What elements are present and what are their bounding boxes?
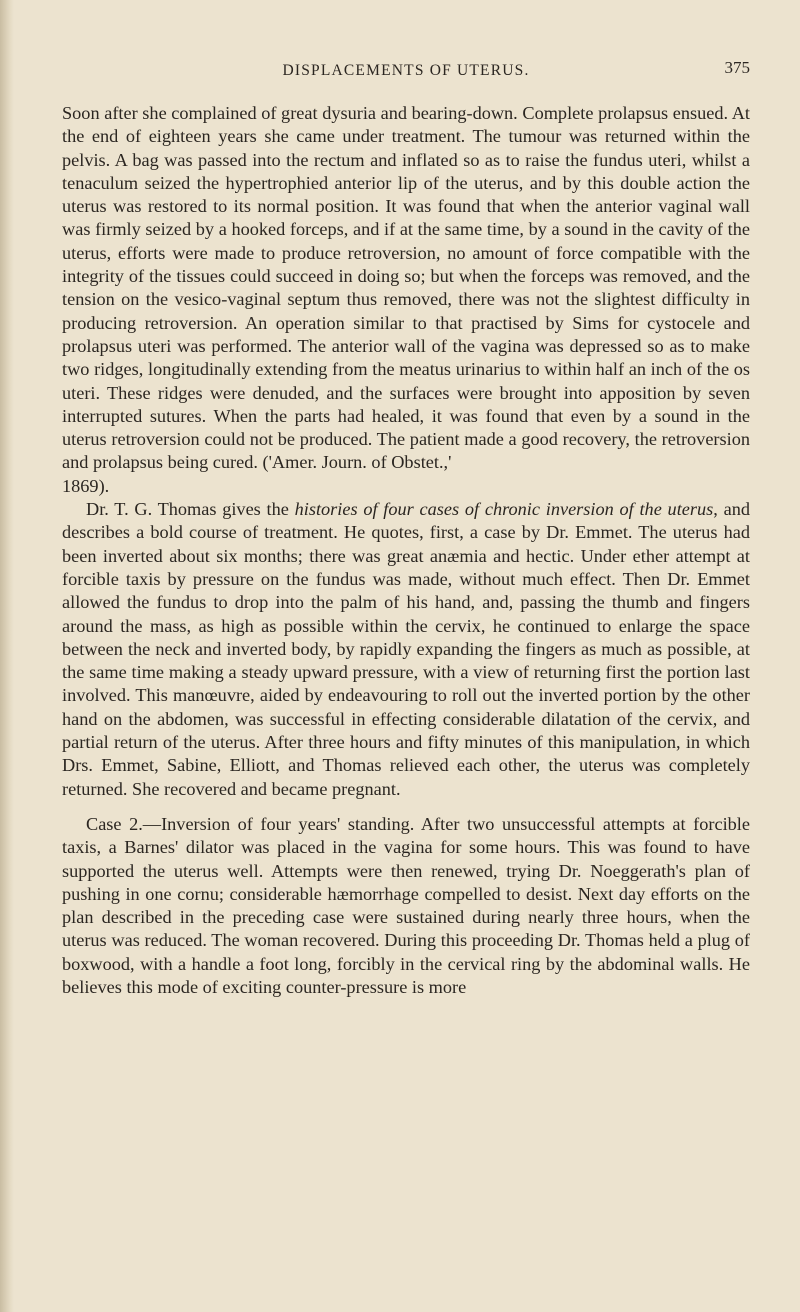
page-number: 375 [724,58,750,77]
running-head [62,58,750,102]
book-spine-shadow [0,0,14,1312]
paragraph-text-lead: Dr. T. G. Thomas gives the [86,499,295,520]
paragraph-thomas-inversion [62,498,750,801]
paragraph-prolapsus-case [62,102,750,498]
running-title: DISPLACEMENTS OF UTERUS. [282,62,530,79]
italic-title: histories of four cases of chronic inversion of the uterus [294,499,714,520]
paragraph-text-rest: , and describes a bold course of treatment. He quotes, first, a case by Dr. Emmet. The uterus had been inverted about six months; there was great anæmia and hectic. Under ether attempt at forcible taxis by pressure on the fundus was made, without much effect. Then Dr. Emmet allowed the fundus to drop into the palm of his hand, and, passing the thumb and fingers around the mass, as high as possible within the cervix, he continued to enlarge the space between the neck and inverted body, by rapidly expanding the fingers as much as possible, at the same time making a steady upward pressure, with a view of returning first the portion last involved. This manœuvre, aided by endeavouring to roll out the inverted portion by the other hand on the abdomen, was successful in effecting considerable dilatation of the cervix, and partial return of the uterus. After three hours and fifty minutes of this manipulation, in which Drs. Emmet, Sabine, Elliott, and Thomas relieved each other, the uterus was completely returned. She recovered and became pregnant. [62,499,750,799]
paragraph-case-2 [62,813,750,999]
paragraph-text: Case 2.—Inversion of four years' standing. After two unsuccessful attempts at forcible taxis, a Barnes' dilator was placed in the vagina for some hours. This was found to have supported the uterus well. Attempts were then renewed, trying Dr. Noeggerath's plan of pushing in one cornu; considerable hæmorrhage compelled to desist. Next day efforts on the plan described in the preceding case were sustained during nearly three hours, when the uterus was reduced. The woman recovered. During this proceeding Dr. Thomas held a plug of boxwood, with a handle a foot long, forcibly in the cervical ring by the abdominal walls. He believes this mode of exciting counter-pressure is more [62,813,750,997]
book-page [62,58,750,999]
paragraph-text: Soon after she complained of great dysuria and bearing-down. Complete prolapsus ensued. At the end of eighteen years she came under treatment. The tumour was returned within the pelvis. A bag was passed into the rectum and inflated so as to raise the fundus uteri, whilst a tenaculum seized the hypertrophied anterior lip of the uterus, and by this double action the uterus was restored to its normal position. It was found that when the anterior vaginal wall was firmly seized by a hooked forceps, and if at the same time, by a sound in the cavity of the uterus, efforts were made to produce retroversion, no amount of force compatible with the integrity of the tissues could succeed in doing so; but when the forceps was removed, and the tension on the vesico-vaginal septum thus removed, there was not the slightest difficulty in producing retroversion. An operation similar to that practised by Sims for cystocele and prolapsus uteri was performed. The anterior wall of the vagina was depressed so as to make two ridges, longitudinally extending from the meatus urinarius to within half an inch of the os uteri. These ridges were denuded, and the surfaces were brought into apposition by seven interrupted sutures. When the parts had healed, it was found that even by a sound in the uterus retroversion could not be produced. The patient made a good recovery, the retroversion and prolapsus being cured. ('Amer. Journ. of Obstet.,' [62,103,750,473]
citation-year: 1869). [62,475,110,496]
